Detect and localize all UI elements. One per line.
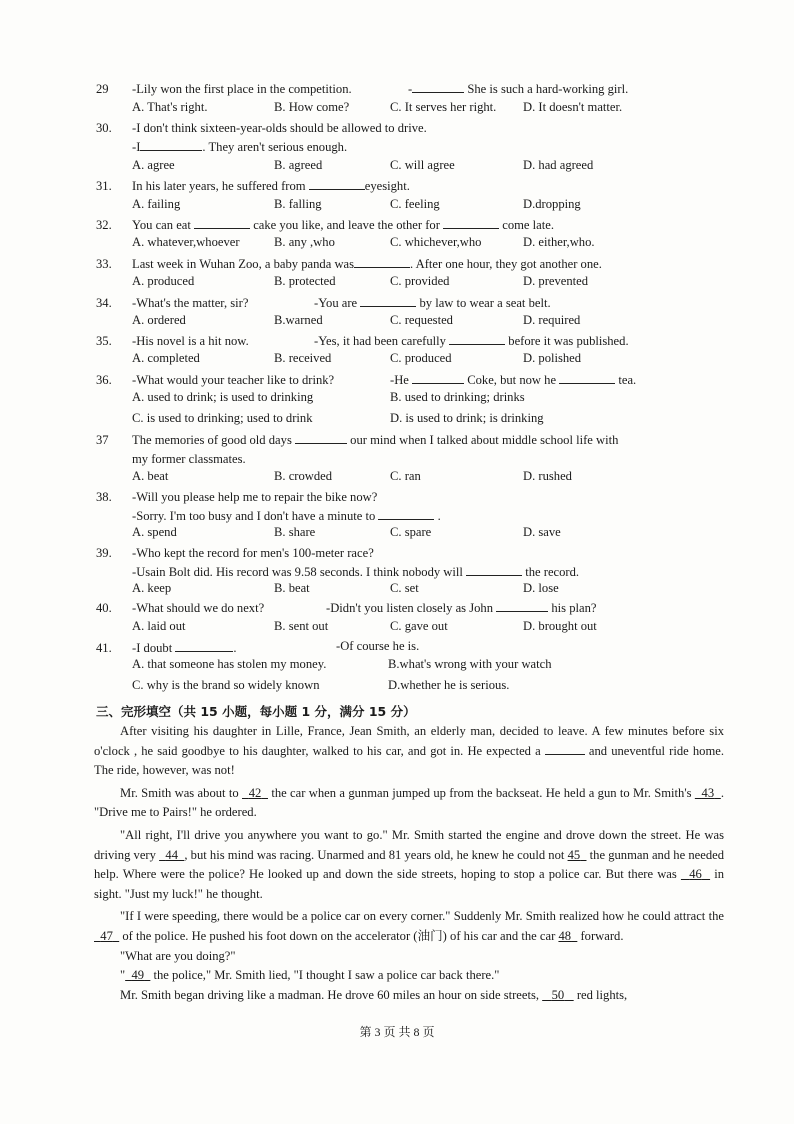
answer-blank — [412, 371, 464, 384]
option-b: B. crowded — [274, 469, 333, 483]
option-a: A. spend — [132, 525, 177, 539]
option-d: D. brought out — [523, 619, 597, 633]
option-c: C. is used to drinking; used to drink — [132, 411, 313, 425]
question-number: 35. — [96, 334, 112, 348]
blank-number: 45 — [567, 847, 581, 862]
answer-blank — [295, 431, 347, 444]
option-c: C. feeling — [390, 197, 440, 211]
option-a: A. that someone has stolen my money. — [132, 657, 327, 671]
paragraph-4: "If I were speeding, there would be a police car on every corner." Suddenly Mr. Smith realized how he could attract the 47 of the police. He pushed his foot down on the accelerator (油门) of his car and the car 48 forward. — [94, 907, 724, 946]
question-number: 33. — [96, 257, 112, 271]
question-number: 31. — [96, 179, 112, 193]
option-c: C. requested — [390, 313, 453, 327]
answer-blank — [443, 216, 499, 229]
option-a: A. agree — [132, 158, 175, 172]
option-b: B. share — [274, 525, 316, 539]
blank-number: 43 — [701, 785, 715, 800]
question-text: -What would your teacher like to drink? — [132, 373, 335, 387]
cloze-passage — [94, 722, 724, 1005]
option-d: D. polished — [523, 351, 582, 365]
question-text: - She is such a hard-working girl. — [408, 82, 629, 96]
option-d: D.whether he is serious. — [388, 678, 510, 692]
question-text: -He Coke, but now he tea. — [390, 373, 637, 387]
option-b: B. received — [274, 351, 332, 365]
option-d: D. save — [523, 525, 561, 539]
option-b: B.what's wrong with your watch — [388, 657, 552, 671]
option-b: B.warned — [274, 313, 323, 327]
option-a: A. That's right. — [132, 100, 208, 114]
option-c: C. ran — [390, 469, 421, 483]
question-number: 38. — [96, 490, 112, 504]
question-number: 36. — [96, 373, 112, 387]
answer-blank — [466, 563, 522, 576]
page-footer: 第 3 页 共 8 页 — [359, 1025, 435, 1039]
option-a: A. ordered — [132, 313, 186, 327]
question-text: -Usain Bolt did. His record was 9.58 seconds. I think nobody will the record. — [132, 565, 580, 579]
option-b: B. any ,who — [274, 235, 335, 249]
answer-blank — [194, 216, 250, 229]
blank-number: 47 — [100, 928, 113, 943]
question-text: -I doubt . — [132, 641, 237, 655]
question-text: -What should we do next? — [132, 601, 265, 615]
option-a: A. used to drink; is used to drinking — [132, 390, 314, 404]
option-a: A. completed — [132, 351, 200, 365]
option-b: B. beat — [274, 581, 310, 595]
question-number: 37 — [96, 433, 109, 447]
answer-blank — [378, 507, 434, 520]
option-b: B. protected — [274, 274, 336, 288]
question-number: 39. — [96, 546, 112, 560]
question-text: -His novel is a hit now. — [132, 334, 249, 348]
question-number: 41. — [96, 641, 112, 655]
question-text: my former classmates. — [132, 452, 246, 466]
question-text: -Who kept the record for men's 100-meter race? — [132, 546, 374, 560]
question-text: The memories of good old days our mind when I talked about middle school life with — [132, 433, 619, 447]
option-d: D. rushed — [523, 469, 572, 483]
option-b: B. used to drinking; drinks — [390, 390, 525, 404]
paragraph-7: Mr. Smith began driving like a madman. He drove 60 miles an hour on side streets, 50 red lights, — [120, 987, 628, 1002]
question-number: 30. — [96, 121, 112, 135]
blank-number: 48 — [558, 928, 572, 943]
option-b: B. sent out — [274, 619, 329, 633]
blank-number: 42 — [248, 785, 262, 800]
option-d: D. had agreed — [523, 158, 594, 172]
option-d: D. prevented — [523, 274, 589, 288]
option-c: C. whichever,who — [390, 235, 482, 249]
blank-number: 49 — [131, 968, 145, 983]
option-b: B. How come? — [274, 100, 350, 114]
option-a: A. produced — [132, 274, 195, 288]
question-text: In his later years, he suffered from eyesight. — [132, 179, 410, 193]
question-text: -You are by law to wear a seat belt. — [314, 296, 551, 310]
question-text: -I . They aren't serious enough. — [132, 140, 348, 154]
question-text: -Sorry. I'm too busy and I don't have a minute to . — [132, 509, 441, 523]
option-d: D. is used to drink; is drinking — [390, 411, 544, 425]
option-c: C. why is the brand so widely known — [132, 678, 320, 692]
answer-blank — [412, 80, 464, 93]
blank-number: 50 — [551, 987, 565, 1002]
answer-blank — [309, 177, 365, 190]
question-text: You can eat cake you like, and leave the other for come late. — [132, 218, 554, 232]
answer-blank — [496, 599, 548, 612]
option-c: C. gave out — [390, 619, 448, 633]
answer-blank — [449, 332, 505, 345]
question-text: Last week in Wuhan Zoo, a baby panda was . After one hour, they got another one. — [132, 257, 602, 271]
question-text: -Lily won the first place in the competition. — [132, 82, 352, 96]
paragraph-1: After visiting his daughter in Lille, France, Jean Smith, an elderly man, decided to leave. A few minutes before six o'clock , he said goodbye to his daughter, walked to his car, and got in. He expected a and uneventful ride home. The ride, however, was not! — [94, 724, 724, 778]
section-title: 三、完形填空（共 15 小题，每小题 1 分，满分 15 分） — [96, 704, 416, 719]
paragraph-2: Mr. Smith was about to 42 the car when a gunman jumped up from the backseat. He held a gun to Mr. Smith's 43 . "Drive me to Pairs!" he ordered. — [94, 785, 724, 820]
paragraph-5: "What are you doing?" — [120, 948, 236, 963]
question-number: 34. — [96, 296, 112, 310]
answer-blank — [175, 639, 233, 652]
answer-blank — [354, 255, 410, 268]
answer-blank — [545, 742, 585, 755]
blank-number: 46 — [689, 867, 702, 882]
option-d: D.dropping — [523, 197, 581, 211]
question-number: 32. — [96, 218, 112, 232]
option-b: B. agreed — [274, 158, 323, 172]
answer-blank — [140, 138, 202, 151]
question-text: -Didn't you listen closely as John his plan? — [326, 601, 597, 615]
option-a: A. laid out — [132, 619, 186, 633]
answer-blank — [360, 294, 416, 307]
option-c: C. will agree — [390, 158, 455, 172]
question-number: 29 — [96, 82, 109, 96]
answer-blank — [559, 371, 615, 384]
option-c: C. produced — [390, 351, 452, 365]
paragraph-6: " 49 the police," Mr. Smith lied, "I thought I saw a police car back there." — [120, 968, 500, 983]
paragraph-3: "All right, I'll drive you anywhere you want to go." Mr. Smith started the engine and drove down the street. He was driving very 44 , but his mind was racing. Unarmed and 81 years old, he knew he could not 45 the gunman and he needed help. Where were the police? He looked up and down the side streets, hoping to stop a police car. But there was 46 in sight. "Just my luck!" he thought. — [94, 827, 724, 901]
option-c: C. provided — [390, 274, 450, 288]
question-text: -Yes, it had been carefully before it was published. — [314, 334, 629, 348]
option-a: A. failing — [132, 197, 181, 211]
option-c: C. It serves her right. — [390, 100, 497, 114]
option-d: D. lose — [523, 581, 559, 595]
question-text: -Of course he is. — [336, 639, 420, 653]
question-text: -I don't think sixteen-year-olds should be allowed to drive. — [132, 121, 427, 135]
option-d: D. required — [523, 313, 581, 327]
option-a: A. keep — [132, 581, 172, 595]
option-a: A. beat — [132, 469, 169, 483]
option-b: B. falling — [274, 197, 322, 211]
option-d: D. either,who. — [523, 235, 595, 249]
option-c: C. set — [390, 581, 419, 595]
blank-number: 44 — [165, 847, 179, 862]
question-number: 40. — [96, 601, 112, 615]
option-c: C. spare — [390, 525, 432, 539]
question-text: -What's the matter, sir? — [132, 296, 249, 310]
question-text: -Will you please help me to repair the bike now? — [132, 490, 378, 504]
option-a: A. whatever,whoever — [132, 235, 240, 249]
option-d: D. It doesn't matter. — [523, 100, 623, 114]
